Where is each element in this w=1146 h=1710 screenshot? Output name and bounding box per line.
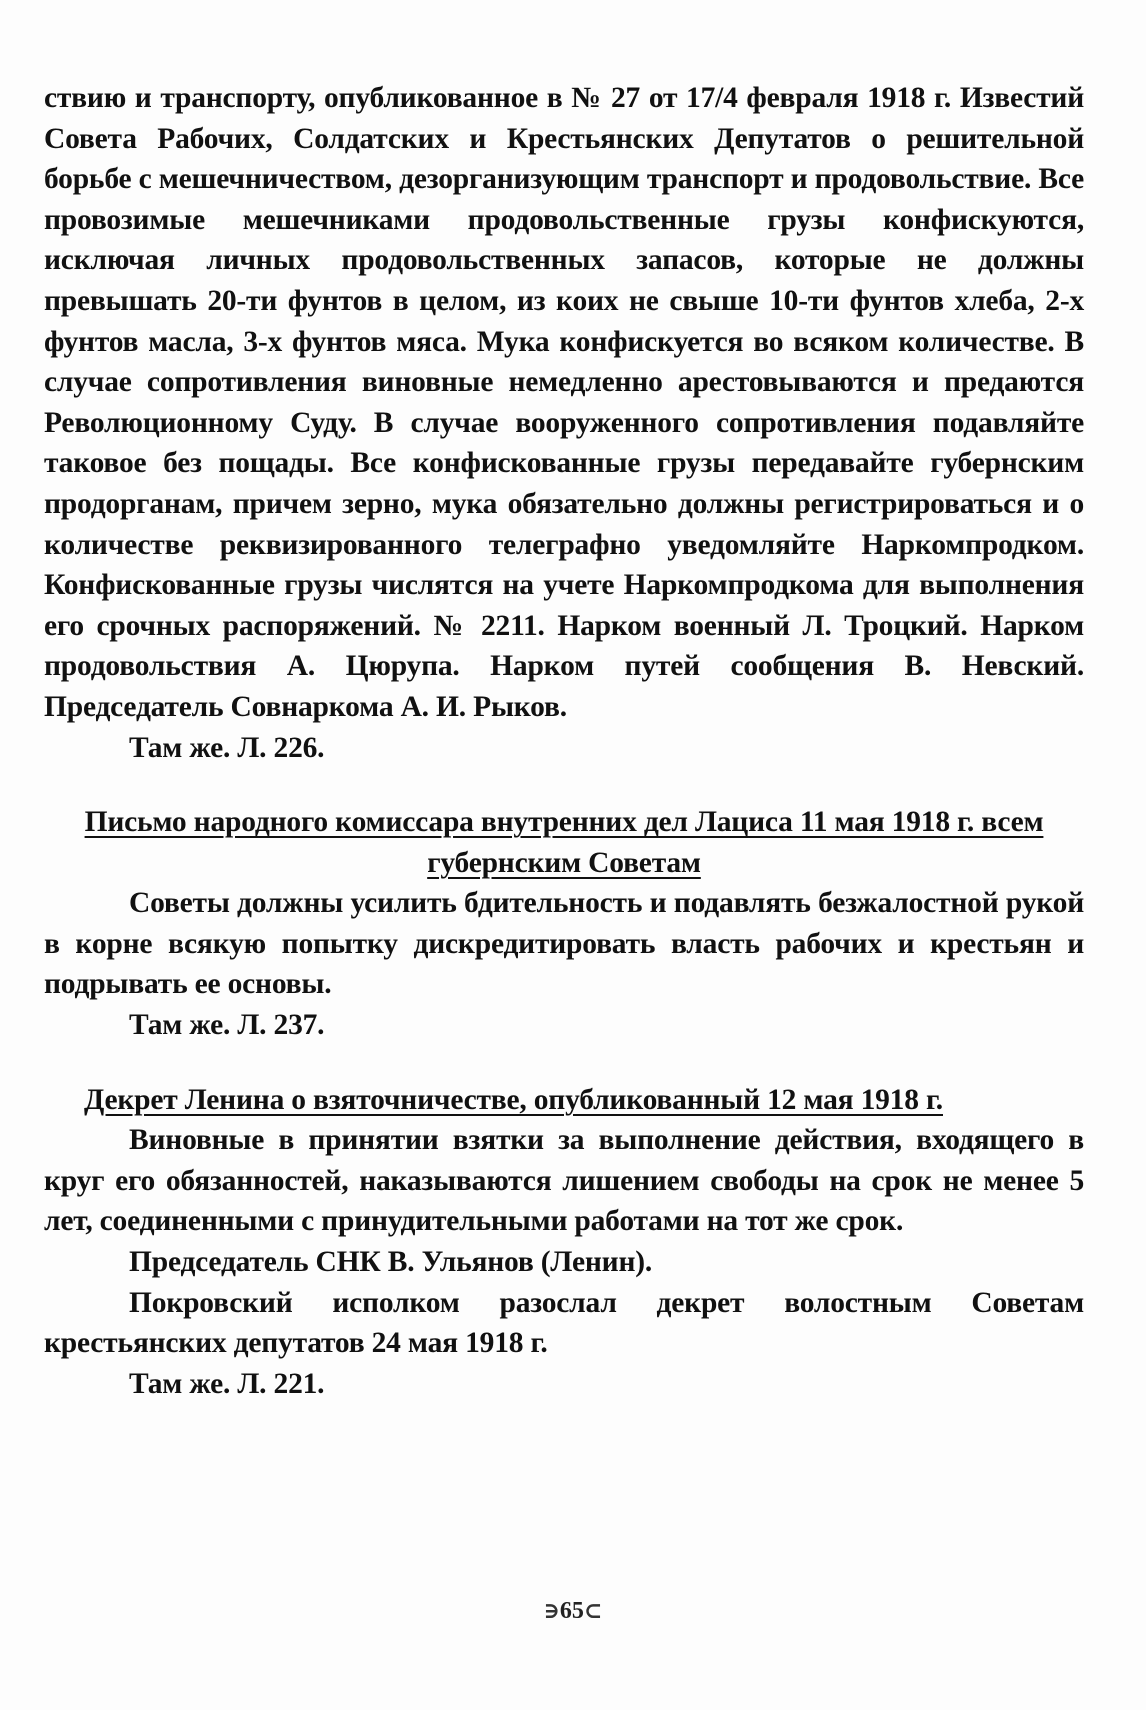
- spacer: [44, 1046, 1084, 1080]
- paragraph-signature: Председатель СНК В. Ульянов (Ленин).: [129, 1246, 653, 1279]
- source-reference-3: Там же. Л. 221.: [129, 1367, 325, 1400]
- paragraph-decree: Виновные в принятии взятки за выполнение действия, входящего в круг его обязанностей, наказываются лишением свободы на срок не менее 5 лет, соединенными с принудительными работами на тот же срок.: [44, 1124, 1084, 1238]
- spacer: [44, 768, 1084, 802]
- paragraph-latsis: Советы должны усилить бдительность и подавлять безжалостной рукой в корне всякую попытку дискредитировать власть рабочих и крестьян и подрывать ее основы.: [44, 887, 1084, 1001]
- ornament-left-icon: ∋: [543, 1598, 560, 1623]
- paragraph-pokrovsky: Покровский исполком разослал декрет волостным Советам крестьянских депутатов 24 мая 1918 г.: [44, 1286, 1084, 1360]
- page-text: [44, 78, 1084, 1404]
- section-heading-latsis: Письмо народного комиссара внутренних дел Лациса 11 мая 1918 г. всем губернским Советам: [84, 806, 1044, 879]
- source-reference-1: Там же. Л. 226.: [129, 731, 325, 764]
- page-number: [0, 1598, 1146, 1625]
- paragraph-telegram: ствию и транспорту, опубликованное в № 27 от 17/4 февраля 1918 г. Известий Совета Рабочих, Солдатских и Крестьянских Депутатов о решительной борьбе с мешечничеством, дезорганизующим транспорт и продовольствие. Все провозимые мешечниками продовольственные грузы конфискуются, исключая личных продовольственных запасов, которые не должны превышать 20-ти фунтов в целом, из коих не свыше 10-ти фунтов хлеба, 2-х фунтов масла, 3-х фунтов мяса. Мука конфискуется во всяком количестве. В случае сопротивления виновные немедленно арестовываются и предаются Революционному Суду. В случае вооруженного сопротивления подавляйте таковое без пощады. Все конфискованные грузы передавайте губернским продорганам, причем зерно, мука обязательно должны регистрироваться и о количестве реквизированного телеграфно уведомляйте Наркомпродком. Конфискованные грузы числятся на учете Наркомпродкома для выполнения его срочных распоряжений. № 2211. Нарком военный Л. Троцкий. Нарком продовольствия А. Цюрупа. Нарком путей сообщения В. Невский. Председатель Совнаркома А. И. Рыков.: [44, 82, 1084, 723]
- ornament-right-icon: ⊂: [583, 1598, 603, 1623]
- section-heading-lenin-decree: Декрет Ленина о взяточничестве, опубликованный 12 мая 1918 г.: [84, 1083, 943, 1116]
- source-reference-2: Там же. Л. 237.: [129, 1009, 325, 1042]
- page-number-value: 65: [559, 1598, 584, 1624]
